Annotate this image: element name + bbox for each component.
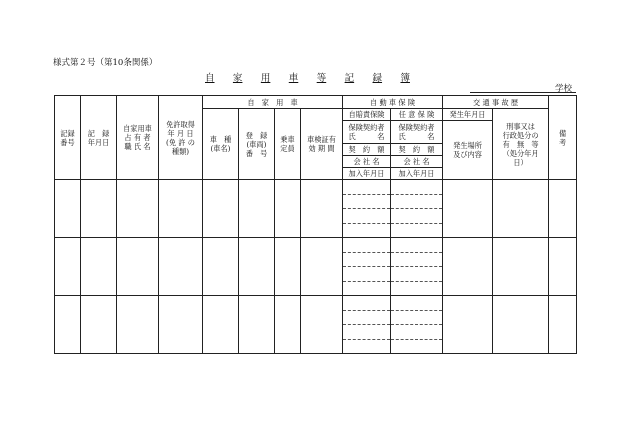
- title-char: 記: [344, 73, 355, 84]
- cell[interactable]: [301, 296, 343, 354]
- cell[interactable]: [117, 180, 159, 238]
- cell[interactable]: [159, 180, 203, 238]
- insurance-cell[interactable]: [343, 180, 391, 238]
- header-joined-voluntary: 加入年月日: [391, 168, 443, 180]
- header-remarks: 備 考: [549, 96, 577, 180]
- cell[interactable]: [493, 238, 549, 296]
- cell[interactable]: [203, 238, 239, 296]
- header-penalty: 刑事又は 行政処分の 有 無 等 （処分年月 日）: [493, 109, 549, 180]
- vehicle-record-table: [54, 95, 581, 354]
- insurance-cell[interactable]: [391, 238, 443, 296]
- cell[interactable]: [275, 296, 301, 354]
- header-amount-voluntary: 契 約 額: [391, 144, 443, 156]
- cell[interactable]: [81, 238, 117, 296]
- header-occupant: 自家用車 占 有 者 職 氏 名: [117, 96, 159, 180]
- header-joined-compulsory: 加入年月日: [343, 168, 391, 180]
- cell[interactable]: [301, 180, 343, 238]
- form-label: 様式第２号（第10条関係）: [53, 58, 158, 68]
- header-voluntary-insurance: 任 意 保 険: [391, 109, 443, 121]
- header-place-content: 発生場所 及び内容: [443, 121, 493, 180]
- table-row: [55, 180, 577, 238]
- header-capacity: 乗車 定員: [275, 109, 301, 180]
- cell[interactable]: [301, 238, 343, 296]
- title-char: 録: [372, 73, 383, 84]
- header-company-compulsory: 会 社 名: [343, 156, 391, 168]
- title-char: 用: [260, 73, 271, 84]
- cell[interactable]: [117, 238, 159, 296]
- cell[interactable]: [239, 296, 275, 354]
- header-vehicle-type: 車 種 (車名): [203, 109, 239, 180]
- header-license: 免許取得 年 月 日 (免 許 の 種類): [159, 96, 203, 180]
- cell[interactable]: [55, 180, 81, 238]
- insurance-cell[interactable]: [343, 238, 391, 296]
- header-registration-no: 登 録 (車両) 番 号: [239, 109, 275, 180]
- school-name-line: [470, 92, 576, 93]
- document-title: [205, 70, 410, 84]
- cell[interactable]: [81, 180, 117, 238]
- header-occurred-date: 発生年月日: [443, 109, 493, 121]
- cell[interactable]: [55, 296, 81, 354]
- cell[interactable]: [239, 180, 275, 238]
- cell[interactable]: [81, 296, 117, 354]
- header-accident-group: 交 通 事 故 歴: [443, 96, 549, 109]
- header-record-date: 記 録 年月日: [81, 96, 117, 180]
- title-char: 車: [288, 73, 299, 84]
- cell[interactable]: [443, 180, 493, 238]
- cell[interactable]: [55, 238, 81, 296]
- insurance-cell[interactable]: [391, 180, 443, 238]
- header-vehicle-group: 自 家 用 車: [203, 96, 343, 109]
- school-label: 学校: [555, 84, 573, 94]
- header-holder-compulsory: 保険契約者 氏 名: [343, 121, 391, 144]
- table-row: [55, 238, 577, 296]
- cell[interactable]: [493, 296, 549, 354]
- cell[interactable]: [275, 180, 301, 238]
- header-record-no: 記録 番号: [55, 96, 81, 180]
- title-char: 自: [205, 73, 215, 84]
- cell[interactable]: [549, 238, 577, 296]
- header-amount-compulsory: 契 約 額: [343, 144, 391, 156]
- cell[interactable]: [443, 238, 493, 296]
- cell[interactable]: [203, 180, 239, 238]
- insurance-cell[interactable]: [391, 296, 443, 354]
- cell[interactable]: [275, 238, 301, 296]
- title-char: 家: [232, 73, 243, 84]
- table-row: [55, 296, 577, 354]
- header-company-voluntary: 会 社 名: [391, 156, 443, 168]
- header-inspection-period: 車検証有 効 期 間: [301, 109, 343, 180]
- cell[interactable]: [159, 238, 203, 296]
- cell[interactable]: [549, 296, 577, 354]
- title-char: 等: [316, 73, 327, 84]
- cell[interactable]: [549, 180, 577, 238]
- cell[interactable]: [239, 238, 275, 296]
- cell[interactable]: [159, 296, 203, 354]
- header-compulsory-insurance: 自賠責保険: [343, 109, 391, 121]
- cell[interactable]: [203, 296, 239, 354]
- cell[interactable]: [443, 296, 493, 354]
- cell[interactable]: [117, 296, 159, 354]
- cell[interactable]: [493, 180, 549, 238]
- title-char: 簿: [400, 73, 410, 84]
- header-holder-voluntary: 保険契約者 氏 名: [391, 121, 443, 144]
- header-insurance-group: 自 動 車 保 険: [343, 96, 443, 109]
- insurance-cell[interactable]: [343, 296, 391, 354]
